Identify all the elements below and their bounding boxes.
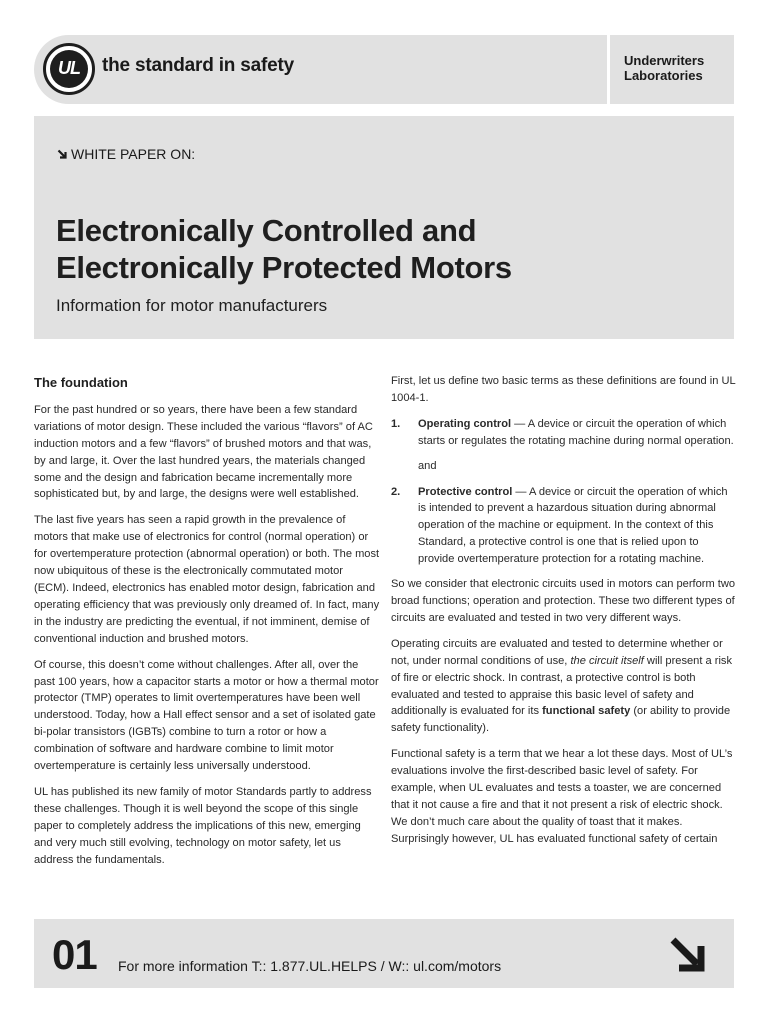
paragraph: So we consider that electronic circuits used in motors can perform two broad functions; operation and protection. These two different types of circuits are evaluated and tested in two very different ways. xyxy=(391,578,736,624)
title-line-1: Electronically Controlled and xyxy=(56,213,477,248)
header-divider xyxy=(607,35,610,104)
bold-text: functional safety xyxy=(542,705,631,718)
header-band xyxy=(34,35,734,104)
arrow-down-right-icon xyxy=(57,149,68,160)
subtitle: Information for motor manufacturers xyxy=(56,296,328,315)
and-text: and xyxy=(418,459,437,472)
white-paper-label-text: WHITE PAPER ON: xyxy=(71,146,196,162)
definition-text: — A device or circuit the operation of which starts or regulates the rotating machine during normal operation. xyxy=(418,417,734,447)
definition-number: 1. xyxy=(391,417,401,430)
left-column xyxy=(34,373,380,877)
ul-logo xyxy=(43,43,95,95)
page-title xyxy=(56,212,716,286)
text-run: (or ability to provide safety functionality). xyxy=(391,705,731,735)
title-panel xyxy=(34,116,734,339)
paragraph: Of course, this doesn’t come without challenges. After all, over the past 100 years, how a capacitor starts a motor or how a thermal motor protector (TMP) operates to limit overtemperatures have been well understood. Today, how a Hall effect sensor and a set of isolated gate bi-polar transistors (IGBTs) combine to turn a rotor or how a combination of software and hardware combine to limit motor overtemperature is certainly less universally understood. xyxy=(34,658,379,773)
footer-band xyxy=(34,919,734,988)
organization-name xyxy=(624,53,734,83)
text-run: Operating circuits are evaluated and tested to determine whether or not, under normal conditions of use, xyxy=(391,637,723,667)
right-column xyxy=(391,373,736,857)
definition-text: — A device or circuit the operation of which is intended to prevent a hazardous situation during abnormal operation of the machine or equipment. In the context of this Standard, a protective control is one that is relied upon to provide overtemperature protection for a rotating machine. xyxy=(418,485,728,566)
org-line-2: Laboratories xyxy=(624,68,703,83)
paragraph xyxy=(391,636,736,737)
paragraph: For the past hundred or so years, there have been a few standard variations of motor design. These included the various “flavors” of AC induction motors and a few “flavors” of brushed motors and that was, by and large, it. Over the last hundred years, the materials changed some and the design and fabrication became incrementally more sophisticated but, by and large, the designs were well established. xyxy=(34,403,373,501)
definition-term: Operating control xyxy=(418,417,512,430)
text-run: will present a risk of fire or electric shock. In contrast, a protective control is both evaluated and tested to appraise this basic level of safety and additionally is evaluated for its xyxy=(391,654,733,718)
definition-protective-control xyxy=(391,484,736,569)
title-line-2: Electronically Protected Motors xyxy=(56,250,512,285)
intro-paragraph: First, let us define two basic terms as these definitions are found in UL 1004-1. xyxy=(391,375,736,404)
arrow-down-right-icon[interactable] xyxy=(666,933,708,975)
paragraph: The last five years has seen a rapid growth in the prevalence of motors that make use of electronics for control (normal operation) or for overtemperature protection (abnormal operation) or both. The most now ubiquitous of these is the electronically commutated motor (ECM). Indeed, electronics has enabled motor design, fabrication and operating efficiency that was previously only dreamed of. In fact, many in the industry are predicting the eventual, if not imminent, demise of conventional induction and brushed motors. xyxy=(34,514,380,645)
org-line-1: Underwriters xyxy=(624,53,705,68)
page-number: 01 xyxy=(52,931,97,978)
section-heading: The foundation xyxy=(34,375,128,390)
white-paper-label xyxy=(57,146,195,162)
contact-info: For more information T:: 1.877.UL.HELPS / W:: ul.com/motors xyxy=(118,958,502,974)
emphasis-text: the circuit itself xyxy=(570,654,644,667)
definition-term: Protective control xyxy=(418,485,513,498)
paragraph: Functional safety is a term that we hear a lot these days. Most of UL’s evaluations involve the first-described basic level of safety. For example, when UL evaluates and tests a toaster, we are concerned that it not cause a fire and that it not present a risk of electric shock. We don’t much care about the quality of toast that it makes. Surprisingly however, UL has evaluated functional safety of certain xyxy=(391,748,733,845)
logo-text: UL xyxy=(58,58,80,78)
paragraph: UL has published its new family of motor Standards partly to address these challenges. Though it is well beyond the scope of this single paper to completely address the implications of this new, emerging and very much still evolving, technology on motor safety, let us address the fundamentals. xyxy=(34,785,372,866)
definition-operating-control xyxy=(391,416,736,450)
tagline: the standard in safety xyxy=(102,55,294,76)
definition-number: 2. xyxy=(391,485,401,498)
